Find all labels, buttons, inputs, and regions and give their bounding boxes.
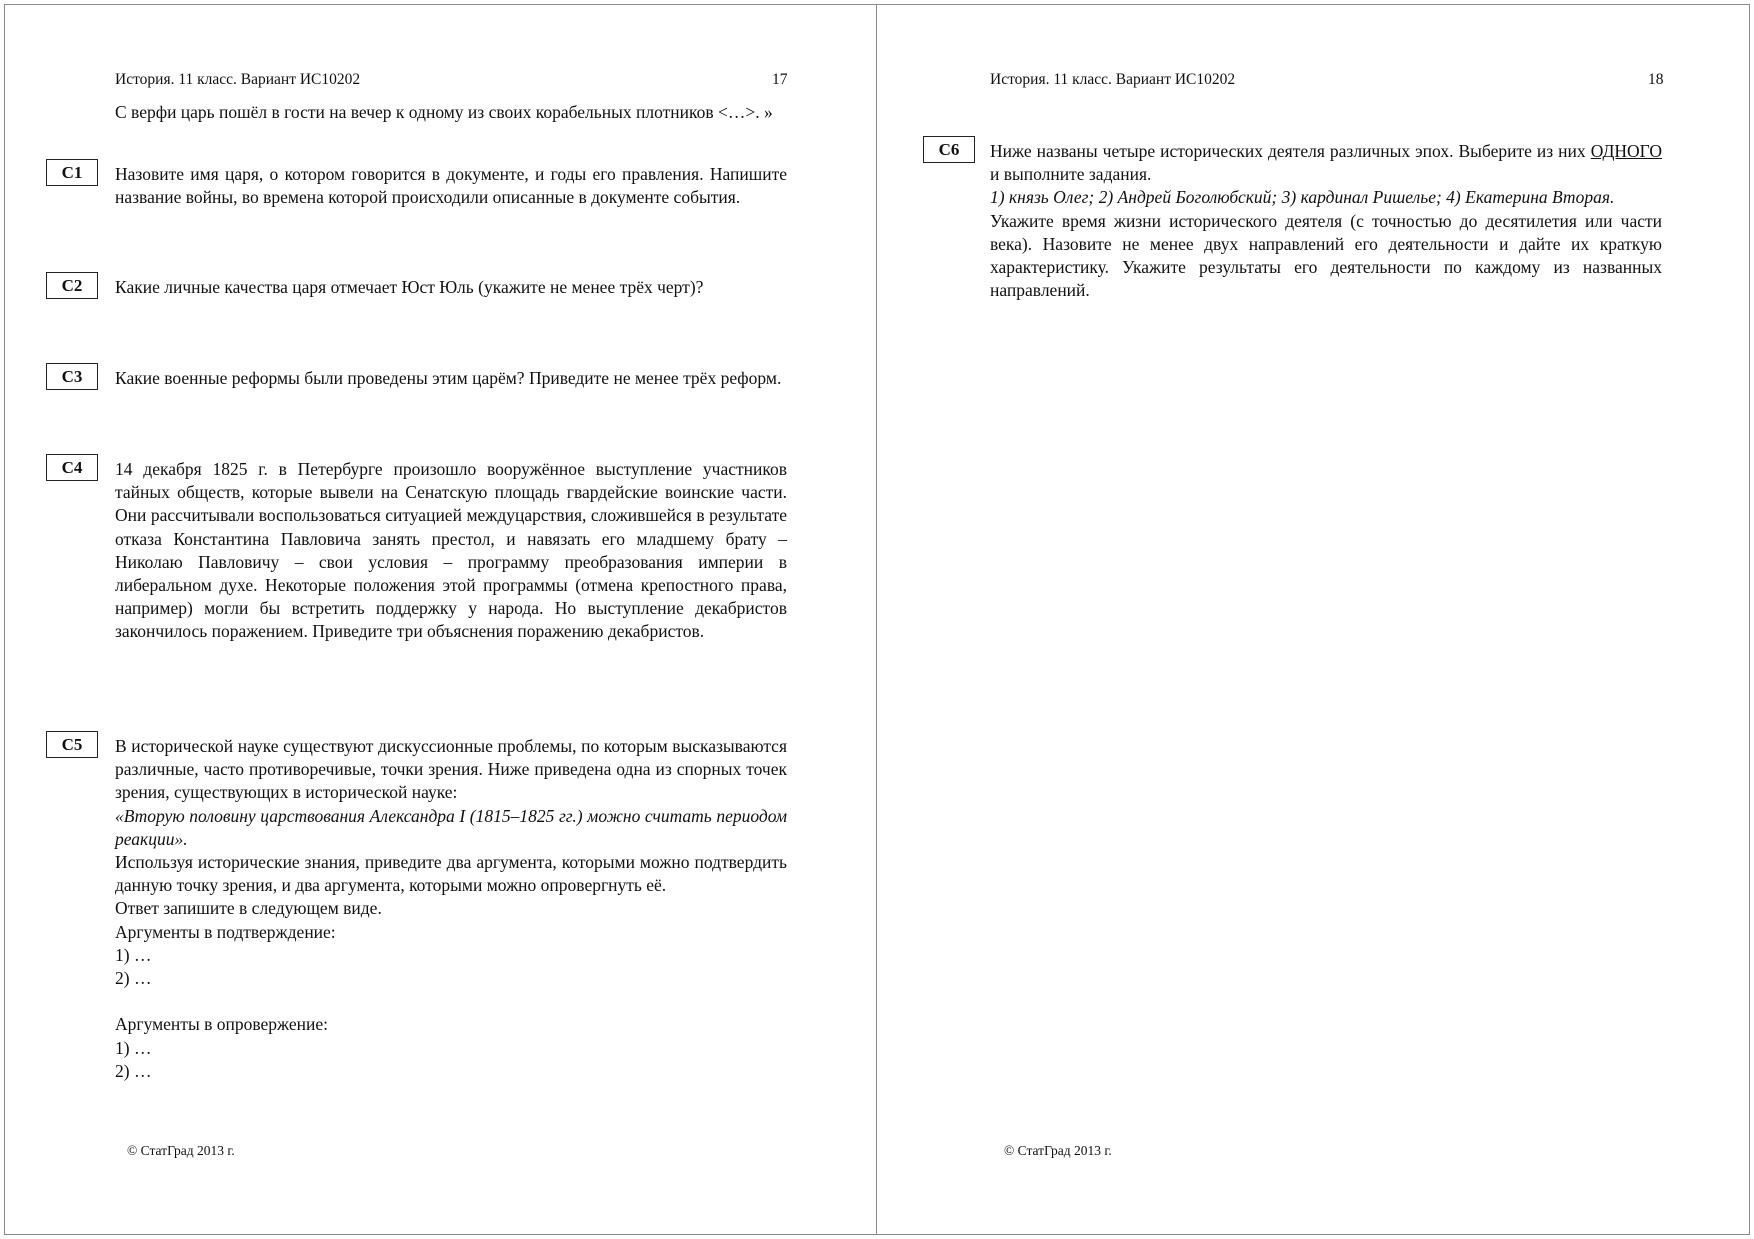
question-label-c5: С5	[46, 731, 98, 758]
question-label-c4: С4	[46, 454, 98, 481]
page-number: 17	[772, 71, 788, 88]
question-text-c4: 14 декабря 1825 г. в Петербурге произошло вооружённое выступление участников тайных обществ, которые вывели на Сенатскую площадь гвардейские воинские части. Они рассчитывали воспользоваться ситуацией междуцарствия, сложившейся в результате отказа Константина Павловича занять престол, и навязать его младшему брату – Николаю Павловичу – свои условия – программу преобразования империи в либеральном духе. Некоторые положения этой программы (отмена крепостного права, например) могли бы встретить поддержку у народа. Но выступление декабристов закончилось поражением. Приведите три объяснения поражению декабристов.	[115, 459, 787, 642]
page-header: История. 11 класс. Вариант ИС10202	[990, 71, 1236, 88]
disputed-viewpoint-quote: «Вторую половину царствования Александра I (1815–1825 гг.) можно считать периодом реакции».	[115, 805, 787, 849]
question-label-c1: С1	[46, 159, 98, 186]
page-header: История. 11 класс. Вариант ИС10202	[115, 71, 361, 88]
page-footer: © СтатГрад 2013 г.	[1004, 1143, 1112, 1158]
question-label-c2: С2	[46, 272, 98, 299]
document-excerpt-end: С верфи царь пошёл в гости на вечер к одному из своих корабельных плотников <…>. »	[115, 102, 773, 122]
emphasis-one: ОДНОГО	[1590, 141, 1662, 161]
page-number: 18	[1648, 71, 1664, 88]
right-page	[876, 4, 1750, 1235]
page-footer: © СтатГрад 2013 г.	[127, 1143, 235, 1158]
question-label-c6: С6	[923, 136, 975, 163]
question-text-c3: Какие военные реформы были проведены этим царём? Приведите не менее трёх реформ.	[115, 368, 782, 388]
question-text-c5: В исторической науке существуют дискуссионные проблемы, по которым высказываются различные, часто противоречивые, точки зрения. Ниже приведена одна из спорных точек зрения, существующих в исторической науке: «Вторую половину царствования Александра I (1815–1825 гг.) можно считать периодом реакции». Используя исторические знания, приведите два аргумента, которыми можно подтвердить данную точку зрения, и два аргумента, которыми можно опровергнуть её. Ответ запишите в следующем виде. Аргументы в подтверждение: 1) … 2) … Аргументы в опровержение: 1) … 2) …	[115, 736, 787, 1081]
question-text-c2: Какие личные качества царя отмечает Юст Юль (укажите не менее трёх черт)?	[115, 277, 704, 297]
historical-figures-list: 1) князь Олег; 2) Андрей Боголюбский; 3) кардинал Ришелье; 4) Екатерина Вторая.	[990, 187, 1615, 208]
left-page	[4, 4, 877, 1235]
question-text-c1: Назовите имя царя, о котором говорится в документе, и годы его правления. Напишите название войны, во времена которой происходили описанные в документе события.	[115, 164, 787, 208]
question-label-c3: С3	[46, 363, 98, 390]
question-text-c6: Ниже названы четыре исторических деятеля различных эпох. Выберите из них ОДНОГО и выполните задания. 1) князь Олег; 2) Андрей Боголюбский; 3) кардинал Ришелье; 4) Екатерина Вторая. Укажите время жизни исторического деятеля (с точностью до десятилетия или части века). Назовите не менее двух направлений его деятельности и дайте их краткую характеристику. Укажите результаты его деятельности по каждому из названных направлений.	[990, 141, 1662, 301]
